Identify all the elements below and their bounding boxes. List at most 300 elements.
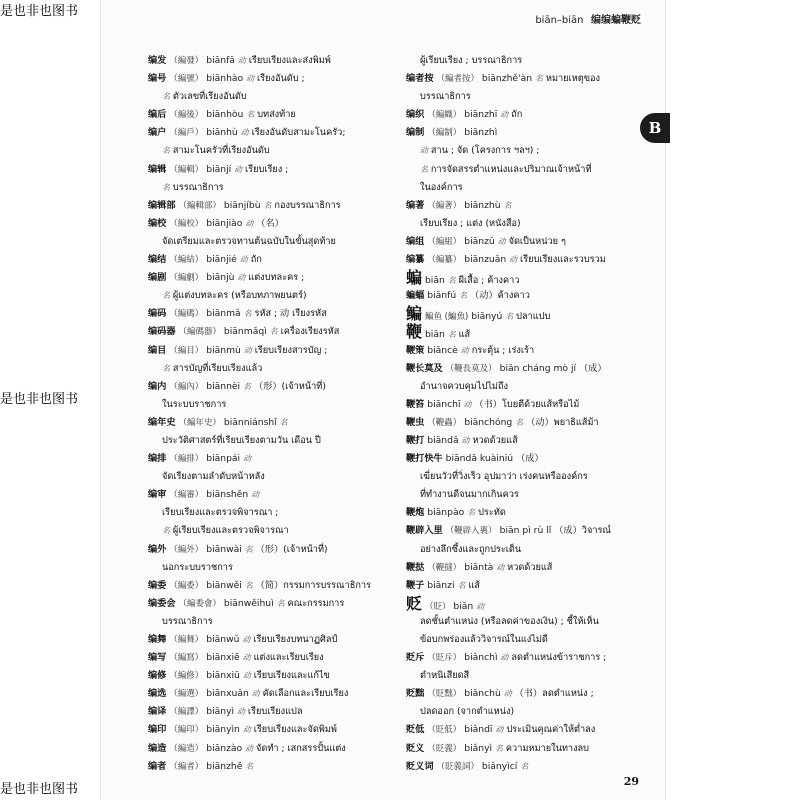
definition: ประเมินคุณค่าให้ต่ำลง: [506, 724, 596, 736]
entry-row: [148, 269, 410, 287]
entry-row: [406, 577, 651, 595]
entry-row: [406, 758, 651, 776]
headword: 编辑: [148, 163, 167, 175]
traditional-form: （貶低）: [427, 725, 462, 736]
traditional-form: （鞭撻）: [427, 562, 462, 573]
part-of-speech: 动: [243, 454, 252, 464]
entry-row: [406, 287, 651, 305]
entry-row: [406, 721, 651, 739]
traditional-form: （編目）: [169, 345, 204, 356]
traditional-form: （編後）: [169, 110, 204, 121]
traditional-form: （貶義詞）: [436, 761, 479, 772]
traditional-form: （編發）: [169, 56, 204, 66]
pinyin: biānmù: [206, 344, 241, 356]
entry-row: [406, 631, 651, 649]
part-of-speech: 动: [461, 435, 470, 445]
entry-row: [406, 70, 651, 88]
watermark-top: 是也非也图书: [0, 4, 79, 19]
headword: 编户: [148, 127, 167, 139]
entry-row: [148, 215, 410, 233]
headword: 贬黜: [406, 688, 425, 700]
part-of-speech: 动: [420, 146, 428, 156]
entry-row: [148, 577, 410, 595]
definition: จัดเรียงตามลำดับหน้าหลัง: [162, 471, 265, 483]
traditional-form: （鞭蟲）: [427, 417, 462, 428]
traditional-form: （編織）: [427, 110, 462, 121]
entry-row: [148, 70, 410, 88]
definition: สาน ; จัด (โครงการ ฯลฯ) ;: [430, 145, 540, 157]
headword: 编修: [148, 670, 167, 682]
headword: 鞭炮: [406, 507, 425, 519]
definition: ผู้แต่งบทละคร (หรือบทภาพยนตร์): [172, 290, 307, 302]
entry-row: [148, 251, 410, 269]
headword: 编审: [148, 489, 167, 501]
traditional-form: （編結）: [169, 255, 204, 266]
entry-row: [406, 740, 651, 758]
traditional-form: （編年史）: [178, 417, 221, 428]
pinyin: biǎnchì: [464, 652, 498, 664]
part-of-speech: 名: [246, 110, 255, 120]
entry-row: [406, 269, 651, 287]
entry-row: [406, 559, 651, 577]
entry-row: [406, 323, 651, 341]
definition: ที่ทำงานดีจนมากเกินควร: [420, 489, 519, 501]
pinyin: biānyú: [471, 311, 503, 323]
part-of-speech: 名: [447, 330, 456, 340]
headword: 编者: [148, 760, 167, 772]
entry-row: [406, 88, 651, 106]
page-number: 29: [623, 775, 639, 788]
entry-row: [406, 541, 651, 559]
part-of-speech: 名: [162, 526, 170, 536]
entry-row: [148, 342, 410, 360]
entry-row: [148, 758, 410, 776]
definition: ถัก: [250, 254, 262, 266]
definition: （简）กรรมการบรรณาธิการ: [255, 579, 371, 591]
entry-row: [406, 396, 651, 414]
entry-row: [406, 613, 651, 631]
headword: 编结: [148, 254, 167, 266]
definition: บรรณาธิการ: [172, 181, 224, 193]
traditional-form: （鞭長莫及）: [445, 363, 497, 374]
entry-row: [406, 685, 651, 703]
definition: เรียบเรียง ; แต่ง (หนังสือ): [420, 217, 521, 229]
definition: จัดเตรียมและตรวจทานต้นฉบับในขั้นสุดท้าย: [162, 235, 336, 247]
headword: 编选: [148, 688, 167, 700]
headword: 编剧: [148, 272, 167, 284]
right-column: [406, 52, 651, 776]
definition: （成）วิจารณ์: [554, 525, 611, 537]
traditional-form: （編者）: [169, 761, 204, 772]
part-of-speech: 名: [263, 200, 272, 210]
entry-row: [148, 541, 410, 559]
headword: 编组: [406, 235, 425, 247]
traditional-form: （編排）: [169, 454, 204, 465]
entry-row: [148, 504, 410, 522]
pinyin: biānchóng: [464, 416, 513, 428]
headword: 编码器: [148, 326, 176, 338]
header-chars: 编编蝙鞭贬: [591, 15, 641, 26]
definition: รหัส ; 动 เรียงรหัส: [254, 308, 327, 320]
entry-row: [148, 703, 410, 721]
pinyin: biānchī: [427, 398, 461, 410]
definition: เรียบเรียงและรวบรวม: [520, 254, 606, 266]
definition: การจัดสรรตำแหน่งและปริมาณเจ้าหน้าที่: [430, 163, 592, 175]
part-of-speech: 名: [244, 544, 253, 554]
definition: เรียบเรียง ;: [245, 163, 289, 175]
part-of-speech: 名: [245, 761, 254, 771]
pinyin: biānzǔ: [464, 235, 495, 247]
entry-row: [406, 215, 651, 233]
headword: 编号: [148, 73, 167, 85]
part-of-speech: 动: [500, 110, 509, 120]
dictionary-page: [100, 0, 666, 800]
part-of-speech: 动: [245, 218, 254, 228]
definition: ผู้เรียบเรียงและตรวจพิจารณา: [172, 525, 289, 537]
definition: หวดด้วยแส้: [507, 561, 553, 573]
pinyin: biāndǎ: [427, 434, 459, 446]
part-of-speech: 动: [242, 635, 251, 644]
traditional-form: （編內）: [169, 381, 204, 392]
entry-row: [148, 522, 410, 540]
entry-row: [148, 559, 410, 577]
pinyin: biānwěihuì: [223, 597, 274, 609]
pinyin: biǎnchù: [464, 688, 501, 700]
entry-row: [406, 179, 651, 197]
entry-row: [148, 631, 410, 649]
part-of-speech: 名: [515, 417, 524, 427]
entry-row: [148, 233, 410, 251]
pinyin: biǎnyì: [464, 742, 493, 754]
pinyin: biānxiě: [206, 652, 240, 664]
definition: （动）พยาธิแส้ม้า: [526, 416, 599, 428]
traditional-form: （編委會）: [178, 598, 221, 609]
part-of-speech: 动: [236, 707, 245, 717]
traditional-form: （編制）: [427, 128, 462, 139]
definition: สามะโนครัวที่เรียงอันดับ: [172, 145, 270, 157]
pinyin: biānzhě'àn: [481, 73, 533, 85]
entry-row: [148, 378, 410, 396]
traditional-form: （貶）: [424, 601, 451, 612]
definition: บทส่งท้าย: [257, 109, 296, 121]
traditional-form: （編舞）: [169, 635, 204, 645]
definition: คัดเลือกและเรียบเรียง: [262, 688, 349, 700]
headword: 鞭子: [406, 579, 425, 591]
definition: แต่งและเรียบเรียง: [253, 652, 324, 664]
entry-row: [406, 468, 651, 486]
pinyin: biāndǎ kuàiniú: [445, 453, 514, 465]
pinyin: biāncè: [427, 344, 458, 356]
pinyin: biānjiào: [206, 217, 243, 229]
definition: บรรณาธิการ: [420, 91, 471, 103]
pinyin: biānxiū: [206, 670, 240, 682]
definition: หมายเหตุของ: [545, 73, 600, 85]
definition: แต่งบทละคร ;: [248, 272, 305, 284]
pinyin: biānmǎ: [206, 308, 241, 320]
pinyin: biǎn: [453, 600, 474, 612]
entry-row: [148, 323, 410, 341]
headword: 贬义: [406, 742, 425, 754]
traditional-form: （鞭辟入裏）: [445, 526, 497, 537]
pinyin: biānniánshǐ: [223, 416, 277, 428]
traditional-form: （編號）: [169, 74, 204, 85]
headword: 编辑部: [148, 199, 176, 211]
definition: （成）: [578, 362, 607, 374]
part-of-speech: 动: [251, 689, 260, 699]
pinyin: biānnèi: [206, 380, 241, 392]
definition: ปลาแปบ: [516, 311, 551, 323]
entry-row: [148, 468, 410, 486]
traditional-form: （編修）: [169, 671, 204, 682]
definition: ในระบบราชการ: [162, 398, 227, 410]
pinyin: biānmǎqì: [223, 326, 267, 338]
entry-row: [406, 450, 651, 468]
definition: （成）: [516, 453, 544, 465]
headword: 鞭长莫及: [406, 362, 443, 374]
headword: 编码: [148, 308, 167, 320]
pinyin: biānzuǎn: [464, 254, 507, 266]
part-of-speech: 动: [496, 562, 505, 572]
entry-row: [406, 378, 651, 396]
definition: คณะกรรมการ: [287, 597, 345, 609]
definition: ประทัด: [478, 507, 506, 519]
traditional-form: （編外）: [169, 544, 204, 555]
headword: 编校: [148, 217, 167, 229]
headword: 贬低: [406, 724, 425, 736]
headword: 编织: [406, 109, 425, 121]
watermark-bottom: 是也非也图书: [0, 782, 79, 797]
headword: 鞭策: [406, 344, 425, 356]
definition: เรียบเรียงและส่งพิมพ์: [248, 55, 331, 66]
part-of-speech: 名: [503, 200, 512, 210]
part-of-speech: 名: [279, 417, 288, 427]
definition: เรียบเรียงบทนาฏศิลป์: [253, 634, 338, 645]
headword: 编后: [148, 109, 167, 121]
pinyin: biānwài: [206, 543, 242, 555]
headword: 贬义词: [406, 760, 434, 772]
traditional-form: （編著）: [427, 200, 462, 211]
part-of-speech: 名: [457, 580, 466, 590]
definition: เรียบเรียงและตรวจพิจารณา ;: [162, 507, 279, 519]
definition: สารบัญที่เรียบเรียงแล้ว: [172, 362, 263, 374]
entry-row: [406, 52, 651, 70]
definition: ลดตำแหน่งข้าราชการ ;: [511, 652, 607, 664]
traditional-form: （編劇）: [169, 273, 204, 284]
part-of-speech: 名: [162, 291, 170, 301]
traditional-form: （編組）: [427, 236, 462, 247]
definition: บรรณาธิการ: [162, 615, 213, 627]
definition: （形）(เจ้าหน้าที่): [253, 380, 326, 392]
definition: ในองค์การ: [420, 181, 463, 193]
part-of-speech: 名: [534, 74, 543, 84]
pinyin: biǎndī: [464, 724, 493, 736]
pinyin: biānzi: [427, 579, 455, 591]
headword: 编发: [148, 55, 167, 66]
entry-row: [148, 721, 410, 739]
traditional-form: （貶黜）: [427, 689, 462, 700]
headword: 编排: [148, 453, 167, 465]
entry-row: [406, 251, 651, 269]
entry-row: [406, 595, 651, 613]
definition: เรียบเรียงและแก้ไข: [253, 670, 330, 682]
part-of-speech: 动: [242, 653, 251, 663]
part-of-speech: 动: [509, 255, 518, 265]
part-of-speech: 名: [505, 312, 514, 322]
entry-row: [406, 161, 651, 179]
pinyin: biānyìn: [206, 724, 240, 736]
traditional-form: （編造）: [169, 743, 204, 754]
entry-row: [148, 595, 410, 613]
headword: 鞭挞: [406, 561, 425, 573]
definition: （形）(เจ้าหน้าที่): [255, 543, 328, 555]
watermark-middle: 是也非也图书: [0, 392, 79, 407]
definition: ผู้เรียบเรียง ; บรรณาธิการ: [420, 55, 523, 66]
pinyin: biānfú: [427, 290, 457, 302]
traditional-form: （編輯）: [169, 164, 204, 175]
traditional-form: 鳊鱼 (鯿魚): [424, 312, 469, 323]
traditional-form: （編戶）: [169, 128, 204, 139]
traditional-form: （編纂）: [427, 255, 462, 266]
entry-row: [406, 649, 651, 667]
pinyin: biān cháng mò jí: [499, 362, 577, 374]
headword: 编目: [148, 344, 167, 356]
definition: เรียงอันดับ ;: [257, 73, 305, 85]
definition: เรียบเรียงและจัดพิมพ์: [253, 724, 337, 736]
pinyin: biānwěi: [206, 579, 242, 591]
definition: จัดเป็นหน่วย ๆ: [508, 235, 566, 247]
part-of-speech: 名: [276, 598, 285, 608]
definition: ประวัติศาสตร์ที่เรียบเรียงตามวัน เดือน ปี: [162, 434, 321, 446]
headword: 鳊: [406, 305, 423, 324]
headword: 编制: [406, 127, 425, 139]
headword: 编者按: [406, 73, 434, 85]
headword: 编年史: [148, 416, 176, 428]
headword: 蝙: [406, 269, 423, 288]
pinyin: biānjíbù: [223, 199, 261, 211]
part-of-speech: 动: [251, 490, 260, 500]
part-of-speech: 名: [420, 164, 428, 174]
part-of-speech: 名: [520, 761, 529, 771]
pinyin: biānhào: [206, 73, 244, 85]
pinyin: biānjí: [206, 163, 232, 175]
part-of-speech: 动: [495, 725, 504, 735]
definition: ปลดออก (จากตำแหน่ง): [420, 706, 515, 718]
definition: แส้: [458, 329, 471, 341]
left-column: [148, 52, 410, 776]
entry-row: [148, 124, 410, 142]
part-of-speech: 动: [503, 689, 512, 699]
part-of-speech: 名: [162, 182, 170, 192]
definition: ข้อบกพร่องแล้ววิจารณ์ในแง่ไม่ดี: [420, 634, 548, 645]
pinyin: biānzhù: [464, 199, 501, 211]
traditional-form: （編校）: [169, 218, 204, 229]
part-of-speech: 名: [494, 743, 503, 753]
definition: อำนาจควบคุมไปไม่ถึง: [420, 380, 509, 392]
pinyin: biāntà: [464, 561, 494, 573]
part-of-speech: 动: [497, 236, 506, 246]
entry-row: [406, 106, 651, 124]
entry-row: [148, 360, 410, 378]
headword: 编外: [148, 543, 167, 555]
entry-row: [148, 667, 410, 685]
entry-row: [148, 649, 410, 667]
traditional-form: （貶斥）: [427, 653, 462, 664]
part-of-speech: 动: [243, 345, 252, 355]
definition: ลดชั้นตำแหน่ง (หรือลดค่าของเงิน) ; ชี้ให้เห็น: [420, 615, 599, 627]
entry-row: [406, 305, 651, 323]
section-tab: B: [640, 113, 670, 143]
entry-row: [148, 414, 410, 432]
entry-row: [148, 486, 410, 504]
headword: 编印: [148, 724, 167, 736]
entry-row: [406, 703, 651, 721]
part-of-speech: 名: [243, 381, 252, 391]
headword: 鞭笞: [406, 398, 425, 410]
definition: กองบรรณาธิการ: [274, 199, 341, 211]
part-of-speech: 名: [162, 363, 170, 373]
definition: ตัวเลขที่เรียงอันดับ: [172, 91, 247, 103]
definition: （动）ค้างคาว: [470, 290, 530, 302]
definition: （书）โบยตีด้วยแส้หรือไม้: [474, 398, 580, 410]
definition: จัดทำ ; เสกสรรปั้นแต่ง: [256, 742, 346, 754]
part-of-speech: 动: [237, 56, 246, 65]
pinyin: biān: [424, 329, 445, 341]
entry-row: [148, 179, 410, 197]
entry-row: [406, 522, 651, 540]
entry-row: [406, 667, 651, 685]
part-of-speech: 动: [234, 164, 243, 174]
headword: 鞭打: [406, 434, 425, 446]
headword: 编写: [148, 652, 167, 664]
definition: เรียบเรียงแปล: [247, 706, 303, 718]
headword: 贬: [406, 594, 423, 613]
entry-row: [406, 197, 651, 215]
headword: 编译: [148, 706, 167, 718]
definition: （书）ลดตำแหน่ง ;: [514, 688, 594, 700]
entry-row: [148, 88, 410, 106]
definition: ผีเสื้อ ; ค้างคาว: [458, 275, 520, 287]
pinyin: biānzào: [206, 742, 243, 754]
pinyin: biānxuǎn: [206, 688, 249, 700]
definition: （名）: [256, 217, 284, 229]
entry-row: [406, 342, 651, 360]
headword: 编著: [406, 199, 425, 211]
traditional-form: （編碼器）: [178, 327, 221, 338]
headword: 编内: [148, 380, 167, 392]
part-of-speech: 动: [500, 653, 509, 663]
part-of-speech: 动: [463, 399, 472, 409]
entry-row: [148, 613, 410, 631]
entry-row: [148, 450, 410, 468]
definition: กระตุ้น ; เร่งเร้า: [471, 344, 535, 356]
definition: เรียบเรียงสารบัญ ;: [254, 344, 328, 356]
headword: 编舞: [148, 634, 167, 645]
definition: แส้: [468, 579, 480, 591]
entry-row: [406, 486, 651, 504]
part-of-speech: 名: [243, 309, 252, 319]
definition: นอกระบบราชการ: [162, 561, 233, 573]
definition: ความหมายในทางลบ: [505, 742, 590, 754]
part-of-speech: 名: [459, 291, 468, 301]
headword: 鞭: [406, 323, 423, 342]
headword: 编委会: [148, 597, 176, 609]
entry-row: [148, 685, 410, 703]
pinyin: biānhòu: [206, 109, 244, 121]
headword: 鞭打快牛: [406, 453, 443, 465]
traditional-form: （編輯部）: [178, 200, 221, 211]
pinyin: biānzhì: [464, 127, 498, 139]
definition: เรียงอันดับสามะโนครัว;: [251, 127, 346, 139]
